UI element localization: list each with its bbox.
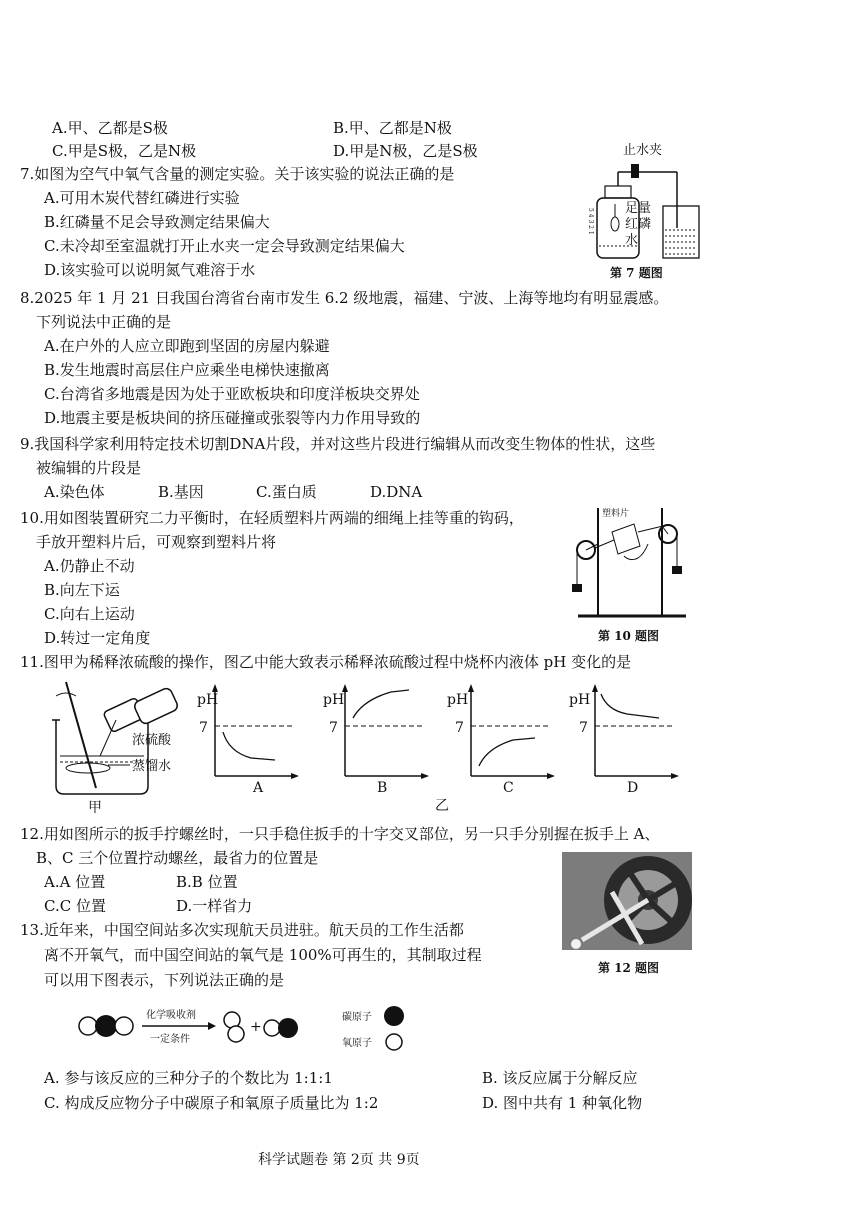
q8-option-d: D.地震主要是板块间的挤压碰撞或张裂等内力作用导致的 (44, 409, 421, 427)
q7-stem: 7.如图为空气中氧气含量的测定实验。关于该实验的说法正确的是 (20, 165, 455, 183)
ph-graph-c-ylabel: pH (447, 692, 469, 708)
q12-option-c: C.C 位置 (44, 897, 106, 915)
ph-graph-c-letter: C (503, 780, 514, 796)
q7-caption: 第 7 题图 (610, 266, 663, 280)
q7-clamp-label: 止水夹 (623, 143, 663, 158)
q6-option-b: B.甲、乙都是N极 (333, 119, 452, 137)
q12-caption: 第 12 题图 (598, 961, 660, 975)
ph-graph-d-seven: 7 (579, 720, 588, 736)
ph-graph-b (323, 684, 429, 796)
ph-graph-d (569, 684, 679, 796)
q10-stem-line2: 手放开塑料片后，可观察到塑料片将 (36, 533, 277, 551)
q12-stem-line1: 12.用如图所示的扳手拧螺丝时，一只手稳住扳手的十字交叉部位，另一只手分别握在扳手上 A、 (20, 825, 660, 843)
q13-arrow-bottom: 一定条件 (150, 1034, 190, 1045)
q7-option-d: D.该实验可以说明氮气难溶于水 (44, 261, 256, 279)
q13-option-a: A. 参与该反应的三种分子的个数比为 1:1:1 (44, 1069, 333, 1087)
q13-stem-line3: 可以用下图表示，下列说法正确的是 (44, 971, 285, 989)
q9-option-d: D.DNA (370, 483, 423, 501)
q12-option-a: A.A 位置 (44, 873, 106, 891)
q13-carbon-label: 碳原子 (342, 1012, 372, 1023)
q7-label-1: 足量 (625, 201, 652, 216)
ph-graph-a-letter: A (253, 780, 264, 796)
q7-option-a: A.可用木炭代替红磷进行实验 (44, 189, 240, 207)
q13-option-c: C. 构成反应物分子中碳原子和氧原子质量比为 1:2 (44, 1094, 379, 1112)
q13-option-b: B. 该反应属于分解反应 (482, 1069, 638, 1087)
q7-label-3: 水 (625, 233, 639, 248)
q10-stem-line1: 10.用如图装置研究二力平衡时，在轻质塑料片两端的细绳上挂等重的钩码， (20, 509, 524, 527)
q11-jia-caption: 甲 (88, 800, 102, 816)
q8-option-a: A.在户外的人应立即跑到坚固的房屋内躲避 (44, 337, 330, 355)
ph-graph-c (447, 684, 555, 796)
q13-reaction-diagram (76, 1000, 416, 1060)
q10-apparatus-figure (568, 504, 698, 624)
q7-option-b: B.红磷量不足会导致测定结果偏大 (44, 213, 270, 231)
q10-plastic-label: 塑料片 (602, 509, 630, 519)
q10-option-d: D.转过一定角度 (44, 629, 151, 647)
q12-stem-line2: B、C 三个位置拧动螺丝，最省力的位置是 (36, 849, 319, 867)
q13-arrow-top: 化学吸收剂 (146, 1010, 196, 1021)
q11-stem: 11.图甲为稀释浓硫酸的操作，图乙中能大致表示稀释浓硫酸过程中烧杯内液体 pH 变化的是 (20, 653, 632, 671)
ph-graph-b-seven: 7 (329, 720, 338, 736)
q12-wrench-photo (562, 852, 692, 950)
q13-stem-line1: 13.近年来，中国空间站多次实现航天员进驻。航天员的工作生活都 (20, 921, 464, 939)
q13-option-d: D. 图中共有 1 种氧化物 (482, 1094, 643, 1112)
q9-stem-line2: 被编辑的片段是 (36, 459, 142, 477)
q7-apparatus-figure (585, 143, 715, 266)
ph-graph-d-letter: D (627, 780, 639, 796)
q8-option-c: C.台湾省多地震是因为处于亚欧板块和印度洋板块交界处 (44, 385, 420, 403)
q13-stem-line2: 离不开氧气，而中国空间站的氧气是 100%可再生的，其制取过程 (44, 946, 482, 964)
q9-option-a: A.染色体 (44, 483, 105, 501)
q7-scale: 5 4 3 2 1 (587, 208, 594, 235)
ph-graph-d-ylabel: pH (569, 692, 591, 708)
q10-caption: 第 10 题图 (598, 629, 660, 643)
q6-option-a: A.甲、乙都是S极 (52, 119, 168, 137)
q7-label-2: 红磷 (625, 217, 652, 232)
q9-stem-line1: 9.我国科学家利用特定技术切割DNA片段，并对这些片段进行编辑从而改变生物体的性状，这些 (20, 435, 656, 453)
ph-graph-c-seven: 7 (455, 720, 464, 736)
q8-stem-line1: 8.2025 年 1 月 21 日我国台湾省台南市发生 6.2 级地震，福建、宁波、上海等地均有明显震感。 (20, 289, 669, 307)
ph-graph-b-letter: B (377, 780, 388, 796)
page-footer: 科学试题卷 第 2页 共 9页 (258, 1152, 420, 1168)
ph-graph-b-ylabel: pH (323, 692, 345, 708)
ph-graph-a-seven: 7 (199, 720, 208, 736)
q13-oxygen-label: 氧原子 (342, 1038, 372, 1049)
q11-ph-graphs (195, 682, 755, 812)
q11-water-label: 蒸馏水 (132, 759, 172, 774)
q10-option-a: A.仍静止不动 (44, 557, 135, 575)
q8-option-b: B.发生地震时高层住户应乘坐电梯快速撤离 (44, 361, 330, 379)
q10-option-b: B.向左下运 (44, 581, 120, 599)
ph-graph-a (197, 684, 299, 796)
q9-option-c: C.蛋白质 (256, 483, 317, 501)
q11-fig-jia (48, 676, 198, 816)
q7-option-c: C.未冷却至室温就打开止水夹一定会导致测定结果偏大 (44, 237, 405, 255)
q8-stem-line2: 下列说法中正确的是 (36, 313, 172, 331)
q10-option-c: C.向右上运动 (44, 605, 135, 623)
q12-option-b: B.B 位置 (176, 873, 238, 891)
q6-option-c: C.甲是S极，乙是N极 (52, 142, 197, 160)
q11-yi-caption: 乙 (435, 798, 449, 814)
q6-option-d: D.甲是N极，乙是S极 (333, 142, 478, 160)
q11-acid-label: 浓硫酸 (132, 733, 172, 748)
q9-option-b: B.基因 (158, 483, 204, 501)
q13-plus: + (250, 1019, 262, 1035)
ph-graph-a-ylabel: pH (197, 692, 219, 708)
q12-option-d: D.一样省力 (176, 897, 253, 915)
